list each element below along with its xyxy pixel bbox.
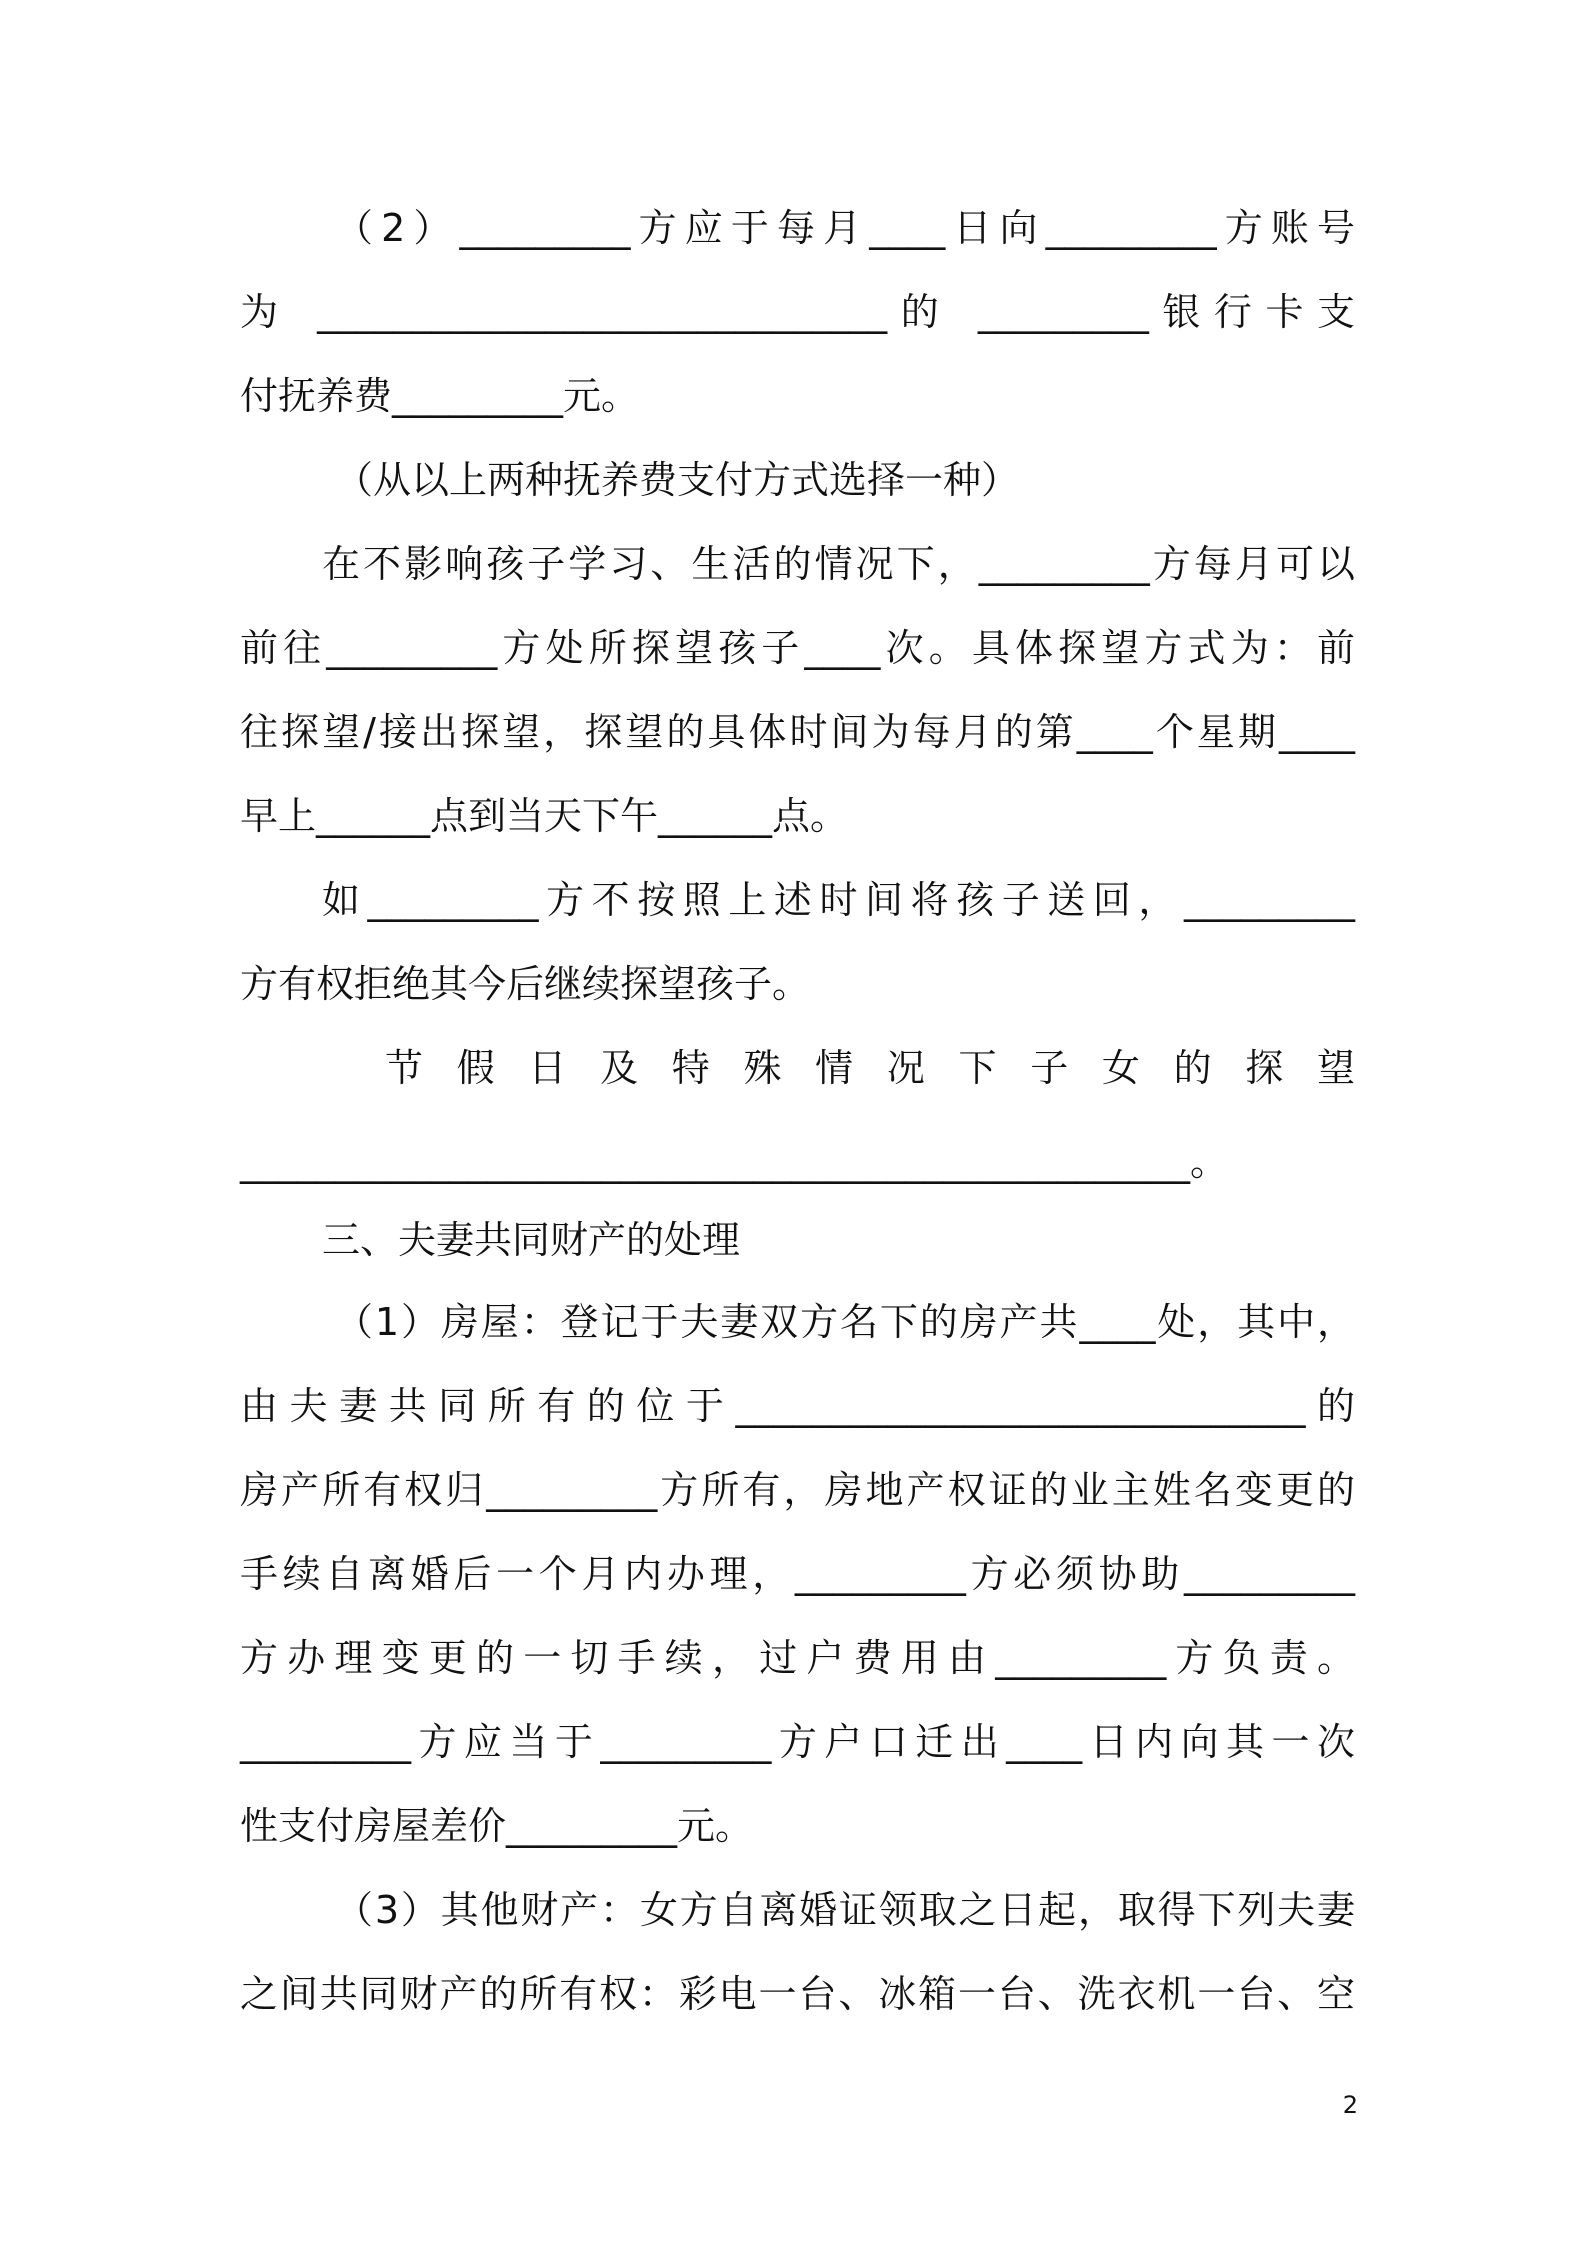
text-line: （2）_________方应于每月____日向_________方账号 [335, 206, 1355, 250]
text-line: 由夫妻共同所有的位于______________________________的 [240, 1384, 1355, 1428]
text-line: 之间共同财产的所有权：彩电一台、冰箱一台、洗衣机一台、空 [240, 1972, 1355, 2016]
page-number: 2 [1342, 2091, 1358, 2119]
text-line: 往探望/接出探望，探望的具体时间为每月的第____个星期____ [240, 710, 1355, 754]
text-line: 手续自离婚后一个月内办理，_________方必须协助_________ [240, 1552, 1355, 1596]
text-line: 房产所有权归_________方所有，房地产权证的业主姓名变更的 [240, 1468, 1355, 1512]
text-line: __________________________________________________。 [240, 1140, 1229, 1184]
text-line: 为 ______________________________的 _________银行卡支 [240, 290, 1355, 334]
text-line: 付抚养费_________元。 [240, 374, 640, 418]
text-line: 方有权拒绝其今后继续探望孩子。 [240, 962, 811, 1006]
text-line: 在不影响孩子学习、生活的情况下，_________方每月可以 [322, 542, 1355, 586]
text-line: （从以上两种抚养费支付方式选择一种） [335, 458, 1020, 502]
text-line: 性支付房屋差价_________元。 [240, 1804, 754, 1848]
text-line: _________方应当于_________方户口迁出____日内向其一次 [240, 1720, 1355, 1764]
text-line: 早上______点到当天下午______点。 [240, 794, 849, 838]
text-line: 方办理变更的一切手续，过户费用由_________方负责。 [240, 1636, 1355, 1680]
text-line: 节假日及特殊情况下子女的探望 [385, 1046, 1355, 1090]
text-line: 如_________方不按照上述时间将孩子送回，_________ [322, 878, 1355, 922]
section-heading: 三、夫妻共同财产的处理 [322, 1218, 741, 1262]
text-line: （3）其他财产：女方自离婚证领取之日起，取得下列夫妻 [335, 1888, 1355, 1932]
text-line: （1）房屋：登记于夫妻双方名下的房产共____处，其中， [335, 1300, 1355, 1344]
text-line: 前往_________方处所探望孩子____次。具体探望方式为：前 [240, 626, 1355, 670]
